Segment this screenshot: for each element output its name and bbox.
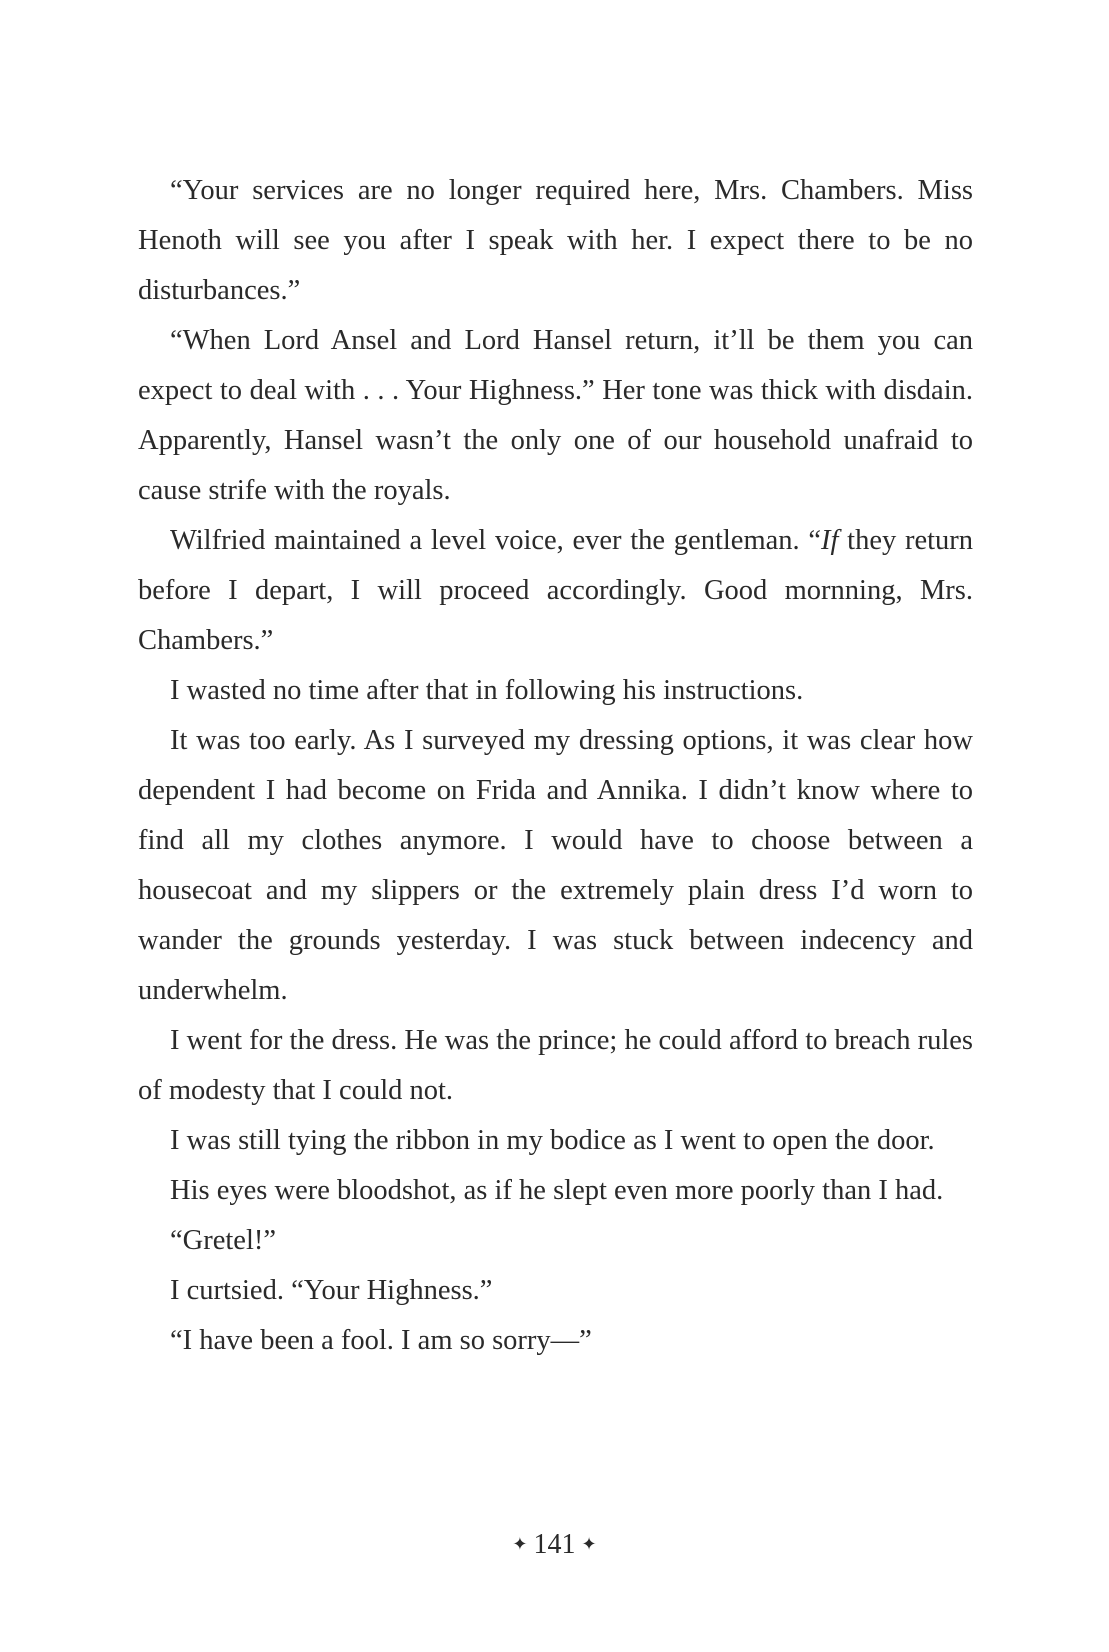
paragraph: “Your services are no longer required here, Mrs. Chambers. Miss Henoth will see you after I speak with her. I expect there to be no disturbances.”	[138, 175, 973, 306]
emphasis: If	[821, 525, 839, 556]
diamond-ornament-icon: ✦	[512, 1534, 528, 1554]
paragraph: “I have been a fool. I am so sorry—”	[170, 1325, 592, 1356]
paragraph: “When Lord Ansel and Lord Hansel return, it’ll be them you can expect to deal with . . . Your Highness.” Her tone was thick with disdain. Apparently, Hansel wasn’t the only one of our household unafraid to cause strife with the royals.	[138, 325, 973, 506]
diamond-ornament-icon: ✦	[581, 1534, 597, 1554]
paragraph: I was still tying the ribbon in my bodice as I went to open the door.	[170, 1125, 935, 1156]
page-number: 141	[533, 1529, 576, 1560]
body-text	[138, 166, 973, 1366]
paragraph: I went for the dress. He was the prince; he could afford to breach rules of modesty that I could not.	[138, 1025, 973, 1106]
paragraph-text: they return before I depart, I will proceed accordingly. Good mornning, Mrs. Chambers.”	[138, 525, 973, 656]
paragraph: I curtsied. “Your Highness.”	[170, 1275, 493, 1306]
paragraph	[138, 516, 973, 666]
paragraph: His eyes were bloodshot, as if he slept even more poorly than I had.	[170, 1175, 944, 1206]
paragraph: “Gretel!”	[170, 1225, 276, 1256]
paragraph-text: Wilfried maintained a level voice, ever the gentleman. “	[170, 525, 822, 556]
paragraph: I wasted no time after that in following his instructions.	[170, 675, 804, 706]
page-number-footer	[0, 1524, 1109, 1565]
paragraph: It was too early. As I surveyed my dressing options, it was clear how dependent I had become on Frida and Annika. I didn’t know where to find all my clothes anymore. I would have to choose between a housecoat and my slippers or the extremely plain dress I’d worn to wander the grounds yesterday. I was stuck between indecency and underwhelm.	[138, 725, 973, 1006]
